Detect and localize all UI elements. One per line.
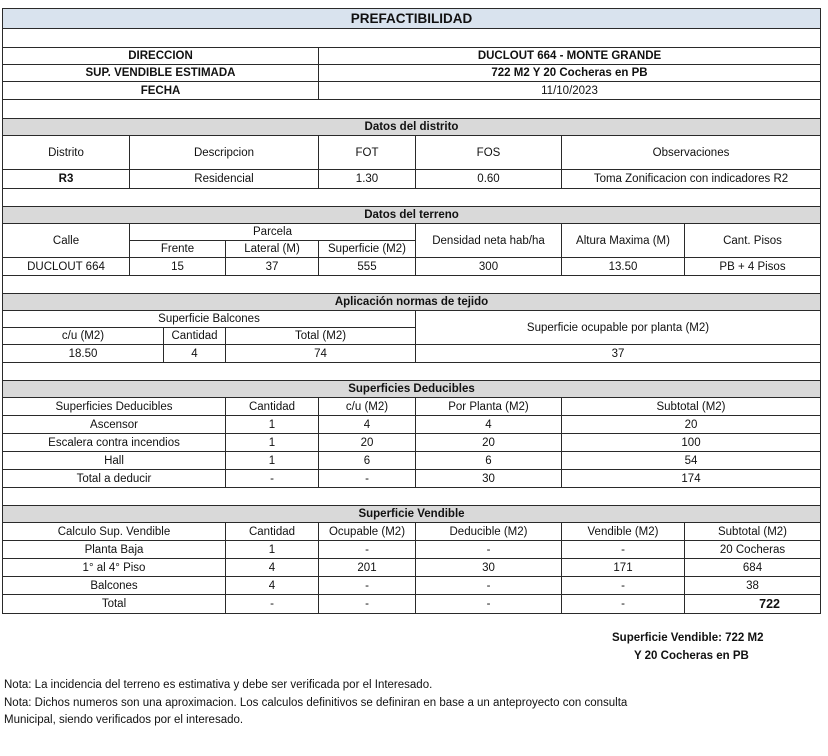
fecha-value: 11/10/2023 <box>319 82 821 100</box>
header-vendible-calculo: Calculo Sup. Vendible <box>3 523 226 541</box>
cell: - <box>319 595 416 614</box>
cell: 1 <box>226 452 319 470</box>
section-title-vendible: Superficie Vendible <box>3 506 821 523</box>
cell: - <box>226 470 319 488</box>
cell: 1° al 4° Piso <box>3 559 226 577</box>
header-pisos: Cant. Pisos <box>685 224 821 258</box>
cell: 20 Cocheras <box>685 541 821 559</box>
cell: 100 <box>562 434 821 452</box>
sup-vendible-value: 722 M2 Y 20 Cocheras en PB <box>319 65 821 82</box>
total-vendible-value: 722 <box>685 595 821 614</box>
header-observaciones: Observaciones <box>562 136 821 170</box>
cell: 54 <box>562 452 821 470</box>
summary <box>612 629 763 665</box>
table-row <box>3 434 821 452</box>
note-line-3: Municipal, siendo verificados por el interesado. <box>4 714 244 726</box>
header-superficie-ocupable: Superficie ocupable por planta (M2) <box>416 311 821 345</box>
note-line-1: Nota: La incidencia del terreno es estimativa y debe ser verificada por el Interesado. <box>4 679 433 691</box>
header-fot: FOT <box>319 136 416 170</box>
table-row <box>3 595 821 614</box>
cell: 6 <box>416 452 562 470</box>
cell: 20 <box>416 434 562 452</box>
spacer <box>3 363 821 381</box>
cell: 171 <box>562 559 685 577</box>
cell: 4 <box>226 577 319 595</box>
cell: 6 <box>319 452 416 470</box>
table-row <box>3 577 821 595</box>
header-vendible-subtotal: Subtotal (M2) <box>685 523 821 541</box>
cell: Ascensor <box>3 416 226 434</box>
cell: 201 <box>319 559 416 577</box>
table-row <box>3 559 821 577</box>
cell: Total <box>3 595 226 614</box>
header-calle: Calle <box>3 224 130 258</box>
spacer <box>3 29 821 48</box>
spacer <box>3 189 821 207</box>
cell: - <box>319 577 416 595</box>
cell: - <box>416 595 562 614</box>
calle-value: DUCLOUT 664 <box>3 258 130 276</box>
cell: 4 <box>226 559 319 577</box>
header-deducibles-planta: Por Planta (M2) <box>416 398 562 416</box>
cell: 684 <box>685 559 821 577</box>
direccion-value: DUCLOUT 664 - MONTE GRANDE <box>319 48 821 65</box>
cell: 4 <box>319 416 416 434</box>
cell: Hall <box>3 452 226 470</box>
cell: - <box>226 595 319 614</box>
fecha-label: FECHA <box>3 82 319 100</box>
cell: - <box>562 541 685 559</box>
cell: - <box>562 577 685 595</box>
header-deducibles-subtotal: Subtotal (M2) <box>562 398 821 416</box>
cell: 1 <box>226 416 319 434</box>
header-parcela: Parcela <box>130 224 416 241</box>
fot-value: 1.30 <box>319 170 416 189</box>
header-lateral: Lateral (M) <box>226 241 319 258</box>
cell: Total a deducir <box>3 470 226 488</box>
header-distrito: Distrito <box>3 136 130 170</box>
cell: 38 <box>685 577 821 595</box>
header-superficie: Superficie (M2) <box>319 241 416 258</box>
header-vendible-deducible: Deducible (M2) <box>416 523 562 541</box>
header-densidad: Densidad neta hab/ha <box>416 224 562 258</box>
page-title: PREFACTIBILIDAD <box>3 9 821 29</box>
cell: 174 <box>562 470 821 488</box>
header-vendible-cantidad: Cantidad <box>226 523 319 541</box>
header-vendible-ocupable: Ocupable (M2) <box>319 523 416 541</box>
superficie-value: 555 <box>319 258 416 276</box>
direccion-label: DIRECCION <box>3 48 319 65</box>
header-cantidad: Cantidad <box>164 328 226 345</box>
cell: Balcones <box>3 577 226 595</box>
main-table <box>2 8 821 614</box>
frente-value: 15 <box>130 258 226 276</box>
cell: 20 <box>319 434 416 452</box>
ocupable-value: 37 <box>416 345 821 363</box>
cell: - <box>562 595 685 614</box>
distrito-value: R3 <box>3 170 130 189</box>
pisos-value: PB + 4 Pisos <box>685 258 821 276</box>
header-cu: c/u (M2) <box>3 328 164 345</box>
table-row <box>3 452 821 470</box>
descripcion-value: Residencial <box>130 170 319 189</box>
spacer <box>3 100 821 119</box>
fos-value: 0.60 <box>416 170 562 189</box>
spacer <box>3 488 821 506</box>
section-title-terreno: Datos del terreno <box>3 207 821 224</box>
altura-value: 13.50 <box>562 258 685 276</box>
section-title-distrito: Datos del distrito <box>3 119 821 136</box>
total-value: 74 <box>226 345 416 363</box>
cell: 20 <box>562 416 821 434</box>
sup-vendible-label: SUP. VENDIBLE ESTIMADA <box>3 65 319 82</box>
cell: - <box>416 577 562 595</box>
summary-line-1: Superficie Vendible: 722 M2 <box>612 632 764 644</box>
observaciones-value: Toma Zonificacion con indicadores R2 <box>562 170 821 189</box>
section-title-tejido: Aplicación normas de tejido <box>3 294 821 311</box>
note-line-2: Nota: Dichos numeros son una aproximacion. Los calculos definitivos se definiran en base a un anteproyecto con consulta <box>4 696 628 709</box>
header-deducibles-cu: c/u (M2) <box>319 398 416 416</box>
header-deducibles-name: Superficies Deducibles <box>3 398 226 416</box>
notes <box>4 677 627 730</box>
cell: 1 <box>226 434 319 452</box>
cantidad-value: 4 <box>164 345 226 363</box>
cell: 1 <box>226 541 319 559</box>
table-row <box>3 470 821 488</box>
cell: Planta Baja <box>3 541 226 559</box>
summary-line-2: Y 20 Cocheras en PB <box>634 650 749 662</box>
cell: - <box>319 470 416 488</box>
cell: Escalera contra incendios <box>3 434 226 452</box>
header-frente: Frente <box>130 241 226 258</box>
cell: 30 <box>416 559 562 577</box>
header-superficie-balcones: Superficie Balcones <box>3 311 416 328</box>
cell: 4 <box>416 416 562 434</box>
header-total: Total (M2) <box>226 328 416 345</box>
header-deducibles-cantidad: Cantidad <box>226 398 319 416</box>
table-row <box>3 416 821 434</box>
header-descripcion: Descripcion <box>130 136 319 170</box>
cu-value: 18.50 <box>3 345 164 363</box>
cell: - <box>319 541 416 559</box>
header-vendible-vendible: Vendible (M2) <box>562 523 685 541</box>
cell: 30 <box>416 470 562 488</box>
header-altura: Altura Maxima (M) <box>562 224 685 258</box>
header-fos: FOS <box>416 136 562 170</box>
densidad-value: 300 <box>416 258 562 276</box>
lateral-value: 37 <box>226 258 319 276</box>
table-row <box>3 541 821 559</box>
spacer <box>3 276 821 294</box>
prefactibilidad-sheet <box>2 8 820 614</box>
cell: - <box>416 541 562 559</box>
section-title-deducibles: Superficies Deducibles <box>3 381 821 398</box>
